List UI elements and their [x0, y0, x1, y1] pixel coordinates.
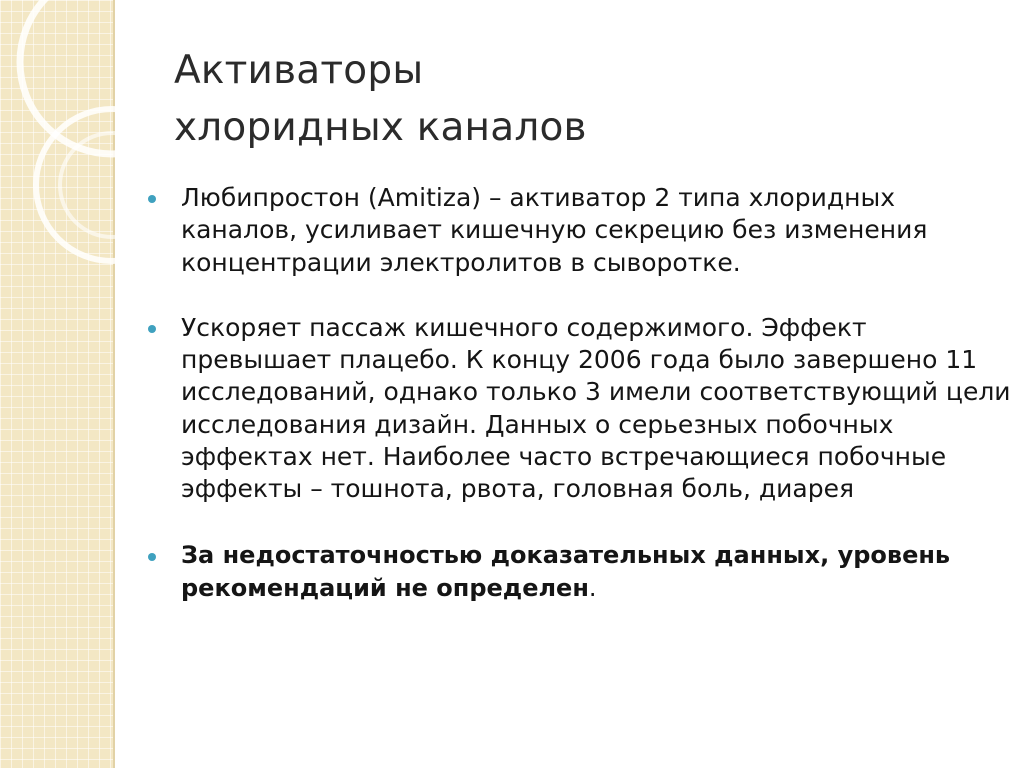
bullet-dot-icon	[148, 195, 156, 203]
bullet-text-2: Ускоряет пассаж кишечного содержимого. Эффект превышает плацебо. К концу 2006 года было завершено 11 исследований, однако только 3 имели соответствующий цели исследования дизайн. Данных о серьезных побочных эффектах нет. Наиболее часто встречающиеся побочные эффекты – тошнота, рвота, головная боль, диарея	[181, 312, 1011, 504]
decorative-side-band	[0, 0, 113, 768]
bullet-list	[148, 182, 1018, 638]
side-band-edge	[113, 0, 115, 768]
bullet-text-1: Любипростон (Amitiza) – активатор 2 типа хлоридных каналов, усиливает кишечную секрецию без изменения концентрации электролитов в сыворотке.	[181, 183, 928, 277]
slide-title	[174, 42, 587, 156]
bullet-text-3-bold: За недостаточностью доказательных данных, уровень рекомендаций не определен	[181, 540, 951, 602]
bullet-dot-icon	[148, 553, 156, 561]
bullet-item-1	[148, 182, 1018, 279]
bullet-item-3	[148, 539, 1018, 605]
bullet-item-2	[148, 312, 1018, 506]
bullet-dot-icon	[148, 325, 156, 333]
bullet-text-3-tail: .	[588, 573, 597, 602]
title-line-1: Активаторы	[174, 48, 424, 93]
title-line-2: хлоридных каналов	[174, 105, 587, 150]
